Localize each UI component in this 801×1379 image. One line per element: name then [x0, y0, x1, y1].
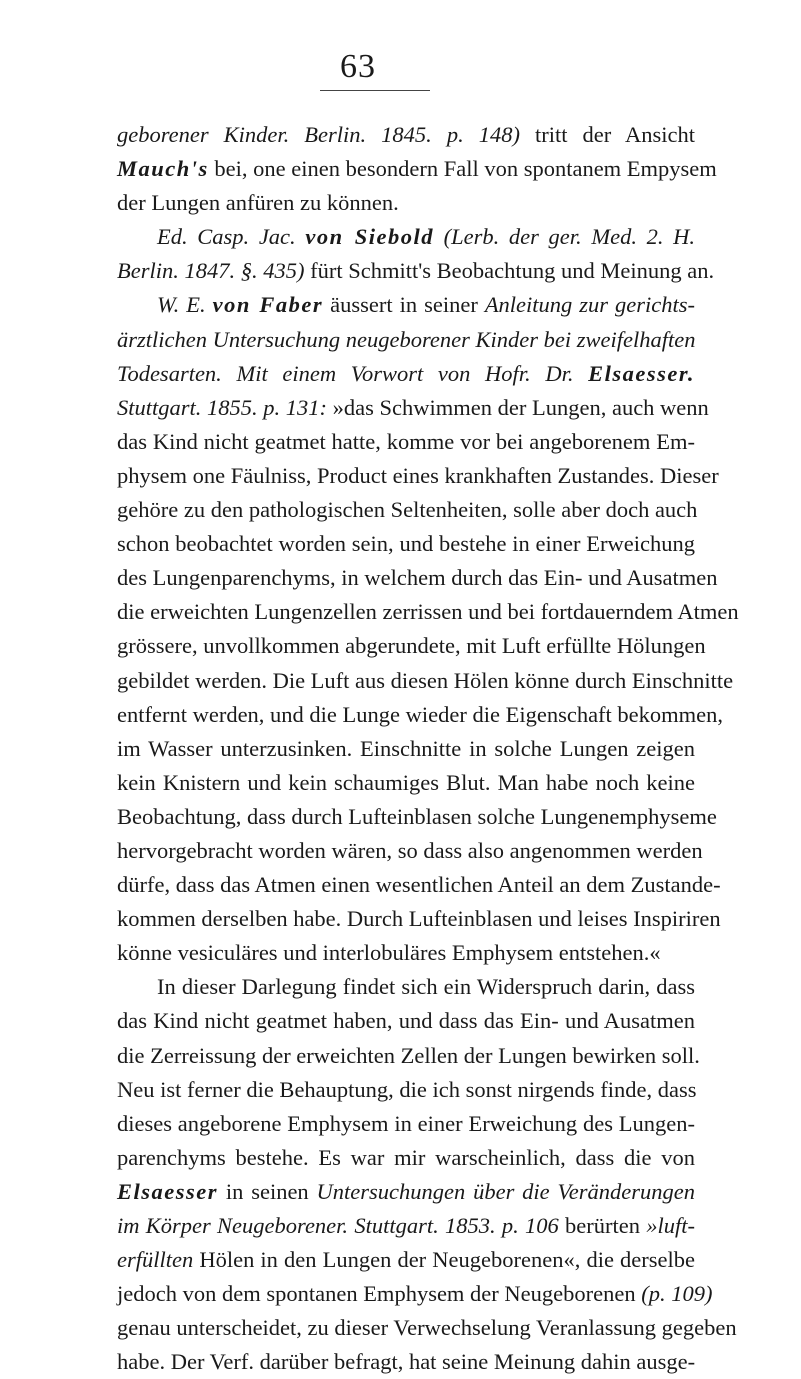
text-run: entfernt werden, und die Lunge wieder die Eigenschaft bekommen,: [117, 701, 724, 727]
text-run: kein Knistern und kein schaumiges Blut. Man habe noch keine: [117, 769, 695, 795]
text-run: gehöre zu den pathologischen Seltenheiten, solle aber doch auch: [117, 497, 698, 523]
italic-citation: geborener Kinder. Berlin. 1845. p. 148): [117, 122, 520, 147]
italic-citation: »luft-: [646, 1213, 695, 1238]
text-line: [117, 664, 734, 698]
text-run: grössere, unvollkommen abgerundete, mit Luft erfüllte Hölungen: [117, 633, 706, 659]
text-line: [117, 561, 718, 595]
text-line: [117, 220, 695, 254]
text-line: [117, 1004, 695, 1038]
text-run: bei, one einen besondern Fall von spontanem Empysem: [208, 156, 717, 182]
text-run: physem one Fäulniss, Product eines krankhaften Zustandes. Dieser: [117, 462, 719, 488]
text-line: [117, 1345, 695, 1379]
text-run: äussert in seiner: [323, 292, 485, 318]
page-number-rule: [320, 90, 430, 91]
text-run: In dieser Darlegung findet sich ein Widerspruch darin, dass: [157, 974, 695, 1000]
text-run: das Kind nicht geatmet haben, und dass das Ein- und Ausatmen: [117, 1008, 695, 1034]
text-run: fürt Schmitt's Beobachtung und Meinung an.: [304, 258, 715, 284]
text-line: [117, 595, 739, 629]
text-line: [117, 1039, 700, 1073]
text-line: [117, 834, 703, 868]
text-run: könne vesiculäres und interlobuläres Emphysem entstehen.«: [117, 940, 661, 966]
text-run: in seinen: [218, 1178, 317, 1204]
text-line: [117, 288, 695, 322]
italic-citation: Berlin. 1847. §. 435): [117, 258, 305, 284]
text-run: kommen derselben habe. Durch Lufteinblasen und leises Inspiriren: [117, 906, 721, 932]
text-line: [117, 323, 695, 357]
text-line: [117, 800, 717, 834]
text-line: [117, 1209, 695, 1243]
text-run: genau unterscheidet, zu dieser Verwechselung Veranlassung gegeben: [117, 1315, 737, 1341]
text-line: [117, 766, 695, 800]
text-run: »das Schwimmen der Lungen, auch wenn: [327, 394, 709, 420]
text-line: [117, 1141, 695, 1175]
body-text: [117, 118, 739, 1379]
text-run: die erweichten Lungenzellen zerrissen und bei fortdauerndem Atmen: [117, 599, 739, 625]
text-line: [117, 527, 695, 561]
text-line: [117, 254, 715, 288]
text-run: dürfe, dass das Atmen einen wesentlichen Anteil an dem Zustande-: [117, 872, 721, 898]
text-line: [117, 186, 695, 220]
italic-citation: erfüllten: [117, 1247, 194, 1273]
text-run: Hölen in den Lungen der Neugeborenen«, die derselbe: [193, 1247, 695, 1273]
text-line: [117, 698, 724, 732]
text-run: das Kind nicht geatmet hatte, komme vor bei angeborenem Em-: [117, 428, 695, 454]
text-line: [117, 1073, 695, 1107]
italic-citation: ärztlichen Untersuchung neugeborener Kinder bei zweifelhaften: [117, 326, 696, 352]
text-line: [117, 118, 695, 152]
italic-citation: Untersuchungen über die Veränderungen: [316, 1178, 695, 1204]
text-line: [117, 1175, 695, 1209]
text-run: tritt der Ansicht: [519, 122, 695, 147]
text-line: [117, 1311, 737, 1345]
italic-citation: Ed. Casp. Jac.: [157, 224, 306, 250]
text-run: gebildet werden. Die Luft aus diesen Hölen könne durch Einschnitte: [117, 667, 734, 693]
text-line: [117, 629, 706, 663]
text-run: parenchyms bestehe. Es war mir warscheinlich, dass die von: [117, 1144, 695, 1170]
text-run: Neu ist ferner die Behauptung, die ich sonst nirgends finde, dass: [117, 1076, 697, 1102]
text-line: [117, 425, 695, 459]
text-line: [117, 1277, 713, 1311]
text-run: habe. Der Verf. darüber befragt, hat seine Meinung dahin ausge-: [117, 1349, 696, 1375]
text-run: hervorgebracht worden wären, so dass also angenommen werden: [117, 837, 703, 863]
italic-citation: (Lerb. der ger. Med. 2. H.: [433, 224, 695, 250]
text-line: [117, 357, 695, 391]
page-number: 63: [340, 48, 376, 85]
text-run: berürten: [558, 1213, 647, 1238]
spaced-author-name: von Siebold: [305, 224, 434, 250]
text-line: [117, 152, 717, 186]
spaced-author-name: Elsaesser.: [588, 360, 695, 386]
text-line: [117, 1107, 695, 1141]
italic-citation: im Körper Neugeborener. Stuttgart. 1853. p. 106: [117, 1213, 559, 1238]
text-run: der Lungen anfüren zu können.: [117, 190, 399, 216]
spaced-author-name: von Faber: [212, 292, 324, 318]
text-run: des Lungenparenchyms, in welchem durch das Ein- und Ausatmen: [117, 565, 718, 591]
text-line: [117, 391, 709, 425]
text-run: die Zerreissung der erweichten Zellen der Lungen bewirken soll.: [117, 1042, 700, 1068]
spaced-author-name: Elsaesser: [117, 1178, 219, 1204]
text-line: [117, 732, 695, 766]
text-run: schon beobachtet worden sein, und bestehe in einer Erweichung: [117, 531, 695, 557]
italic-citation: W. E.: [157, 292, 213, 318]
italic-citation: Anleitung zur gerichts-: [484, 292, 696, 318]
text-run: Beobachtung, dass durch Lufteinblasen solche Lungenemphyseme: [117, 803, 717, 829]
text-line: [117, 936, 695, 970]
text-line: [117, 868, 721, 902]
text-line: [117, 902, 721, 936]
text-line: [117, 493, 698, 527]
italic-citation: (p. 109): [641, 1281, 713, 1307]
text-line: [117, 970, 695, 1004]
italic-citation: Todesarten. Mit einem Vorwort von Hofr. Dr.: [117, 360, 589, 386]
spaced-author-name: Mauch's: [117, 156, 209, 182]
text-line: [117, 459, 719, 493]
text-run: jedoch von dem spontanen Emphysem der Neugeborenen: [117, 1281, 642, 1307]
italic-citation: Stuttgart. 1855. p. 131:: [117, 394, 328, 420]
text-run: im Wasser unterzusinken. Einschnitte in solche Lungen zeigen: [117, 735, 695, 761]
text-line: [117, 1243, 695, 1277]
text-run: dieses angeborene Emphysem in einer Erweichung des Lungen-: [117, 1110, 695, 1136]
